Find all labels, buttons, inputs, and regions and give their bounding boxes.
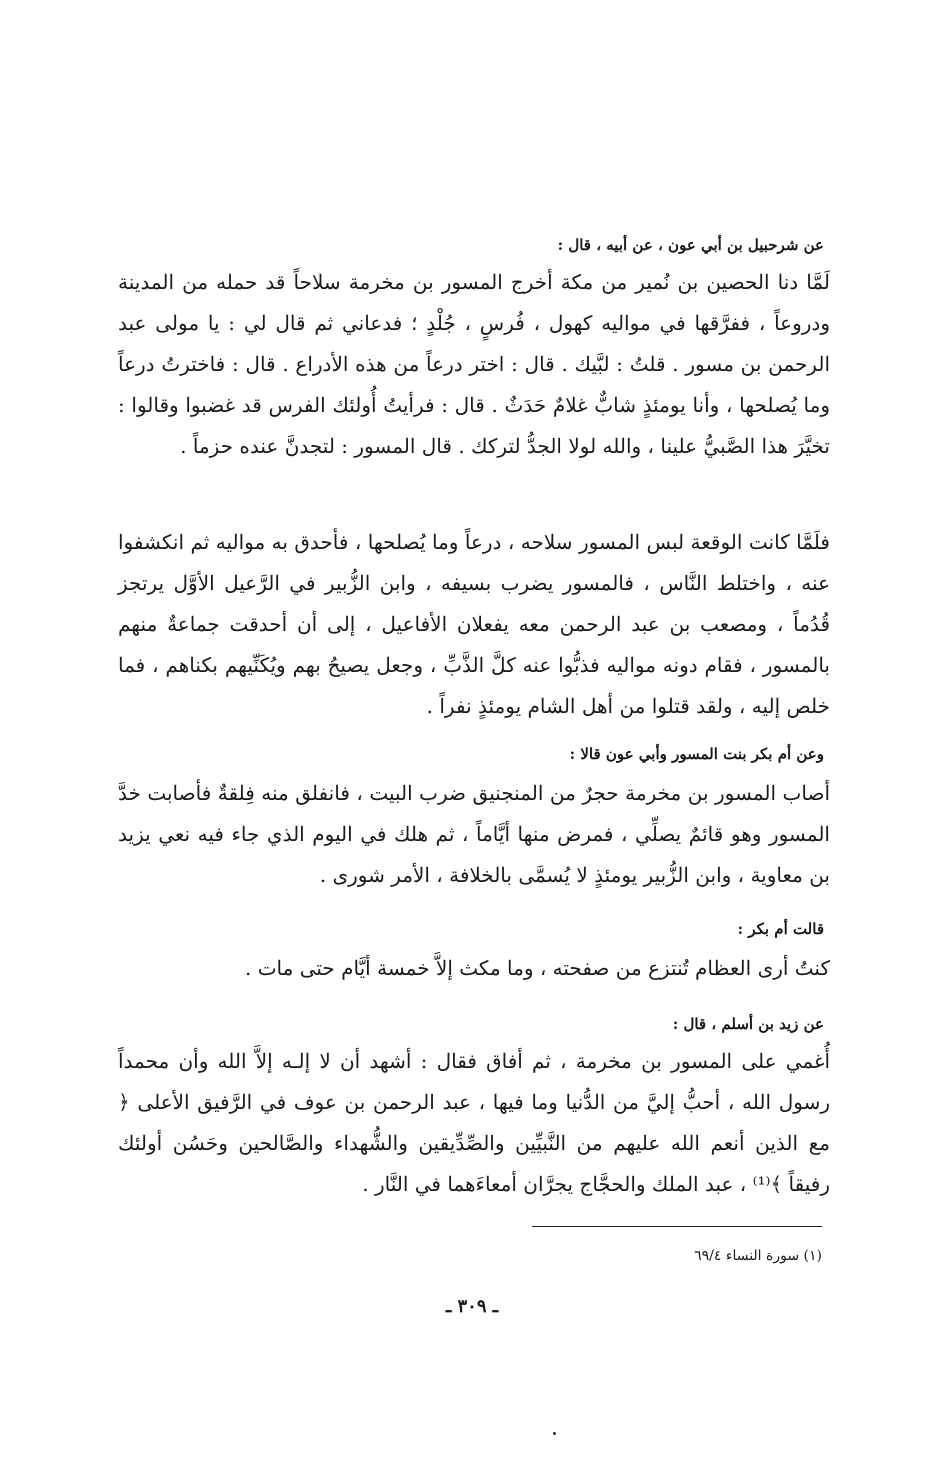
footnote-separator xyxy=(532,1226,822,1227)
footnote: (١) سورة النساء ٦٩/٤ xyxy=(694,1248,822,1264)
narrator-line-5: عن زيد بن أسلم ، قال : xyxy=(672,1015,824,1033)
page-number: ـ ٣٠٩ ـ xyxy=(445,1296,499,1317)
paragraph-2: فلَمَّا كانت الوقعة لبس المسور سلاحه ، درعاً وما يُصلحها ، فأحدق به مواليه ثم انكشفوا عنه ، واختلط النَّاس ، فالمسور يضرب بسيفه ، وابن الزُّبير في الرَّعيل الأوَّل يرتجز قُدُماً ، ومصعب بن عبد الرحمن معه يفعلان الأفاعيل ، إلى أن أحدقت جماعةٌ منهم بالمسور ، فقام دونه مواليه فذبُّوا عنه كلَّ الذَّبِّ ، وجعل يصيحُ بهم ويُكَنِّيهم بكناهم ، فما خلص إليه ، ولقد قتلوا من أهل الشام يومئذٍ نفراً . xyxy=(118,530,831,718)
scan-speck xyxy=(553,1432,556,1435)
narrator-line-4: قالت أم بكر : xyxy=(737,920,824,938)
paragraph-1: لَمَّا دنا الحصين بن نُمير من مكة أخرج المسور بن مخرمة سلاحاً قد حمله من المدينة ودروعاً ، ففرَّقها في مواليه كهول ، فُرسٍ ، جُلْدٍ ؛ فدعاني ثم قال لي : يا مولى عبد الرحمن بن مسور . قلتُ : لبَّيك . قال : اختر درعاً من هذه الأدراع . قال : فاخترتُ درعاً وما يُصلحها ، وأنا يومئذٍ شابٌّ غلامٌ حَدَثٌ . قال : فرأيتُ أُولئك الفرس قد غضبوا وقالوا : تخيَّرَ هذا الصَّبيُّ علينا ، والله لولا الجدُّ لتركك . قال المسور : لتجدنَّ عنده حزماً . xyxy=(118,270,830,458)
paragraph-3: أصاب المسور بن مخرمة حجرٌ من المنجنيق ضرب البيت ، فانفلق منه فِلقةٌ فأصابت خدَّ المسور وهو قائمٌ يصلِّي ، فمرض منها أيَّاماً ، ثم هلك في اليوم الذي جاء فيه نعي يزيد بن معاوية ، وابن الزُّبير يومئذٍ لا يُسمَّى بالخلافة ، الأمر شورى . xyxy=(118,781,830,887)
narrator-line-1: عن شرحبيل بن أبي عون ، عن أبيه ، قال : xyxy=(557,236,824,254)
paragraph-4: كنتُ أرى العظام تُنتزع من صفحته ، وما مكث إلاَّ خمسة أيَّام حتى مات . xyxy=(245,956,830,980)
paragraph-5: أُغمي على المسور بن مخرمة ، ثم أفاق فقال : أشهد أن لا إلـه إلاَّ الله وأن محمداً رسول الله ، أحبُّ إليَّ من الدُّنيا وما فيها ، عبد الرحمن بن عوف في الرَّفيق الأعلى ﴿ مع الذين أنعم الله عليهم من النَّبيِّين والصِّدِّيقين والشُّهداء والصَّالحين وحَسُن أولئك رفيقاً ﴾⁽¹⁾ ، عبد الملك والحجَّاج يجرَّان أمعاءَهما في النَّار . xyxy=(118,1049,830,1196)
narrator-line-3: وعن أم بكر بنت المسور وأبي عون قالا : xyxy=(569,745,824,763)
